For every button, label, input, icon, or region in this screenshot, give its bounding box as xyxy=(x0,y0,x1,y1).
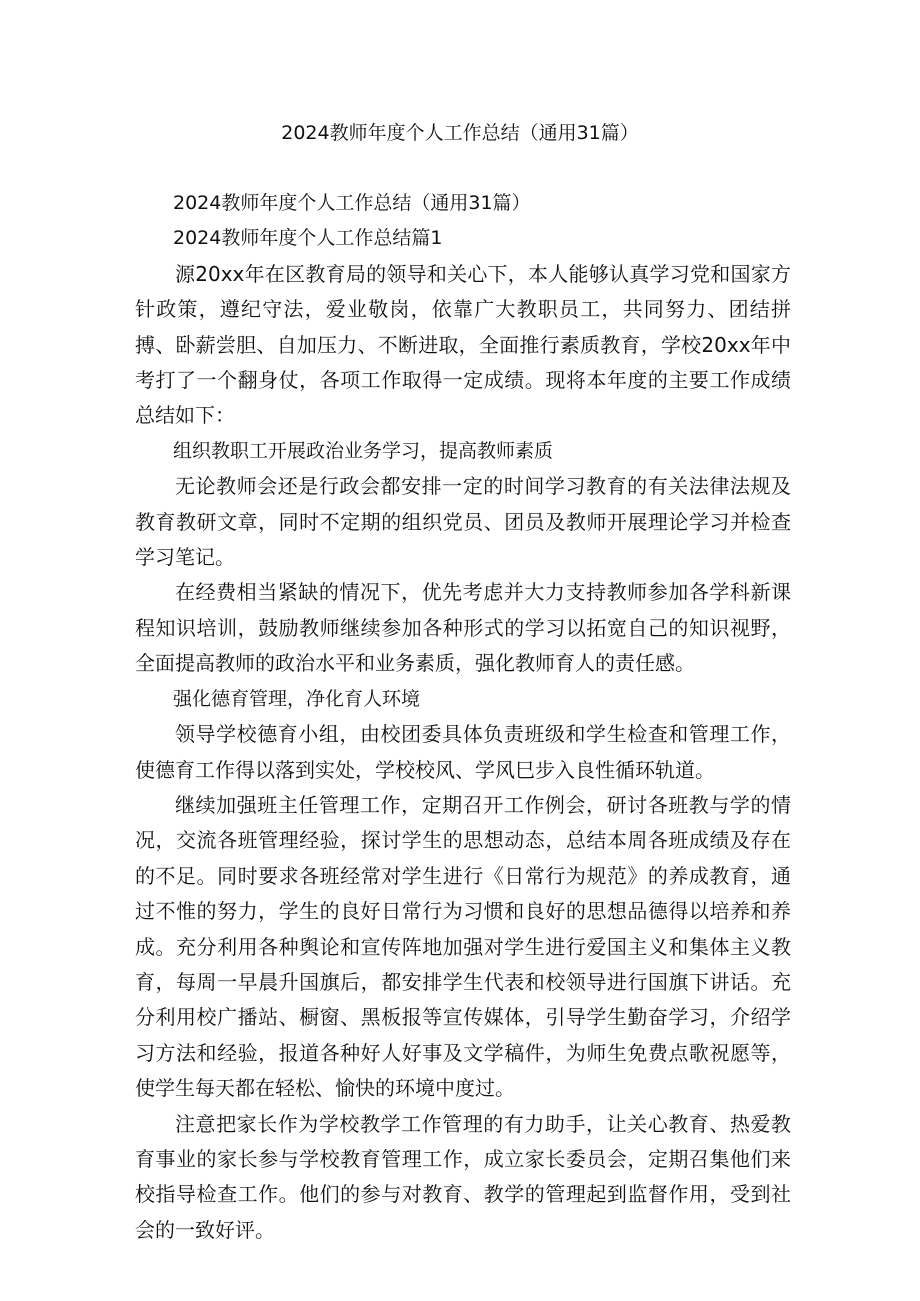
document-body xyxy=(135,186,791,1248)
intro-paragraph: 源20xx年在区教育局的领导和关心下，本人能够认真学习党和国家方针政策，遵纪守法，爱业敬岗，依靠广大教职员工，共同努力、团结拼搏、卧薪尝胆、自加压力、不断进取，全面推行素质教育，学校20xx年中考打了一个翻身仗，各项工作取得一定成绩。现将本年度的主要工作成绩总结如下： xyxy=(135,261,791,428)
paragraph-training: 在经费相当紧缺的情况下，优先考虑并大力支持教师参加各学科新课程知识培训，鼓励教师继续参加各种形式的学习以拓宽自己的知识视野，全面提高教师的政治水平和业务素质，强化教师育人的责任感。 xyxy=(135,580,791,676)
paragraph-study-meetings: 无论教师会还是行政会都安排一定的时间学习教育的有关法律法规及教育教研文章，同时不定期的组织党员、团员及教师开展理论学习并检查学习笔记。 xyxy=(135,474,791,570)
paragraph-class-management: 继续加强班主任管理工作，定期召开工作例会，研讨各班教与学的情况，交流各班管理经验，探讨学生的思想动态，总结本周各班成绩及存在的不足。同时要求各班经常对学生进行《日常行为规范》的养成教育，通过不惟的努力，学生的良好日常行为习惯和良好的思想品德得以培养和养成。充分利用各种舆论和宣传阵地加强对学生进行爱国主义和集体主义教育，每周一早晨升国旗后，都安排学生代表和校领导进行国旗下讲话。充分利用校广播站、橱窗、黑板报等宣传媒体，引导学生勤奋学习，介绍学习方法和经验，报道各种好人好事及文学稿件，为师生免费点歌祝愿等，使学生每天都在轻松、愉快的环境中度过。 xyxy=(135,792,791,1101)
section-heading-study: 组织教职工开展政治业务学习，提高教师素质 xyxy=(173,439,554,462)
paragraph-parents: 注意把家长作为学校教学工作管理的有力助手，让关心教育、热爱教育事业的家长参与学校教育管理工作，成立家长委员会，定期召集他们来校指导检查工作。他们的参与对教育、教学的管理起到监督作用，受到社会的一致好评。 xyxy=(135,1111,791,1242)
section-heading-part1: 2024教师年度个人工作总结篇1 xyxy=(173,227,443,250)
section-heading-moral-education: 强化德育管理，净化育人环境 xyxy=(173,687,421,710)
document-title: 2024教师年度个人工作总结（通用31篇） xyxy=(281,122,639,144)
paragraph-moral-group: 领导学校德育小组，由校团委具体负责班级和学生检查和管理工作，使德育工作得以落到实处，学校校风、学风巳步入良性循环轨道。 xyxy=(135,722,791,782)
subtitle-line: 2024教师年度个人工作总结（通用31篇） xyxy=(173,192,531,214)
